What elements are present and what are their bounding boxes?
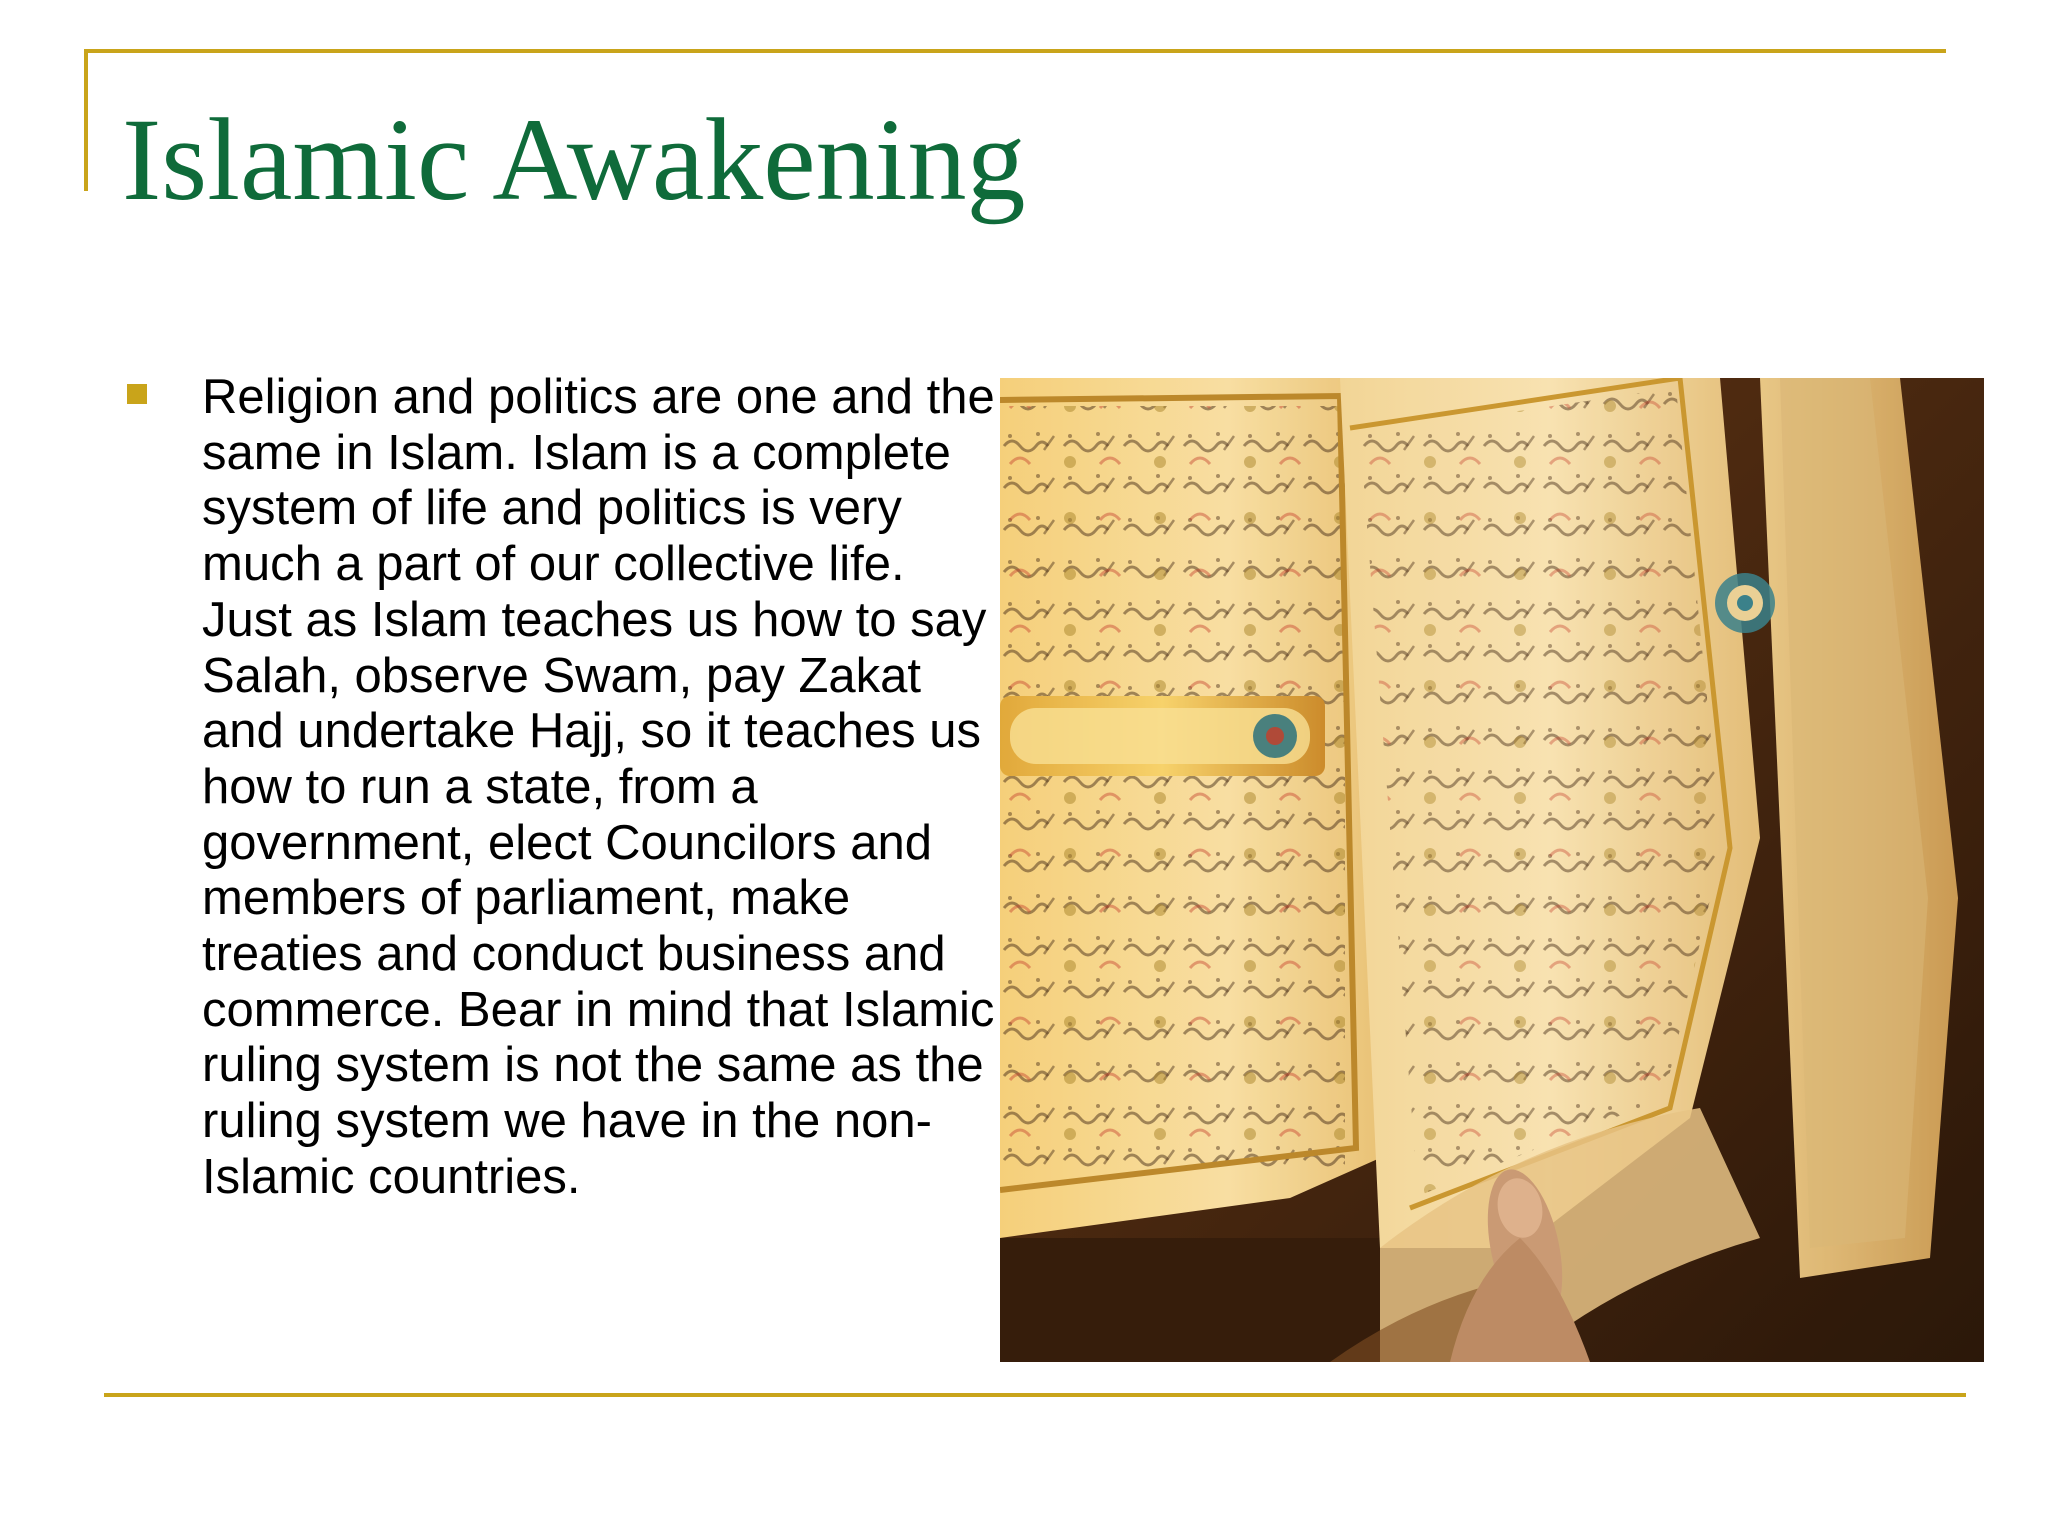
bullet-text: Religion and politics are one and the same in Islam. Islam is a complete system of life and politics is very much a part of our collective life. Just as Islam teaches us how to say Salah, observe Swam, pay Zakat and undertake Hajj, so it teaches us how to run a state, from a government, elect Councilors and members of parliament, make treaties and conduct business and commerce. Bear in mind that Islamic ruling system is not the same as the ruling system we have in the non-Islamic countries. <box>202 370 995 1204</box>
left-rule <box>84 49 88 191</box>
bullet-marker <box>127 384 147 404</box>
top-rule <box>84 49 1946 53</box>
bottom-rule <box>104 1393 1966 1397</box>
slide-title: Islamic Awakening <box>122 94 1026 225</box>
quran-photo <box>1000 378 1984 1362</box>
